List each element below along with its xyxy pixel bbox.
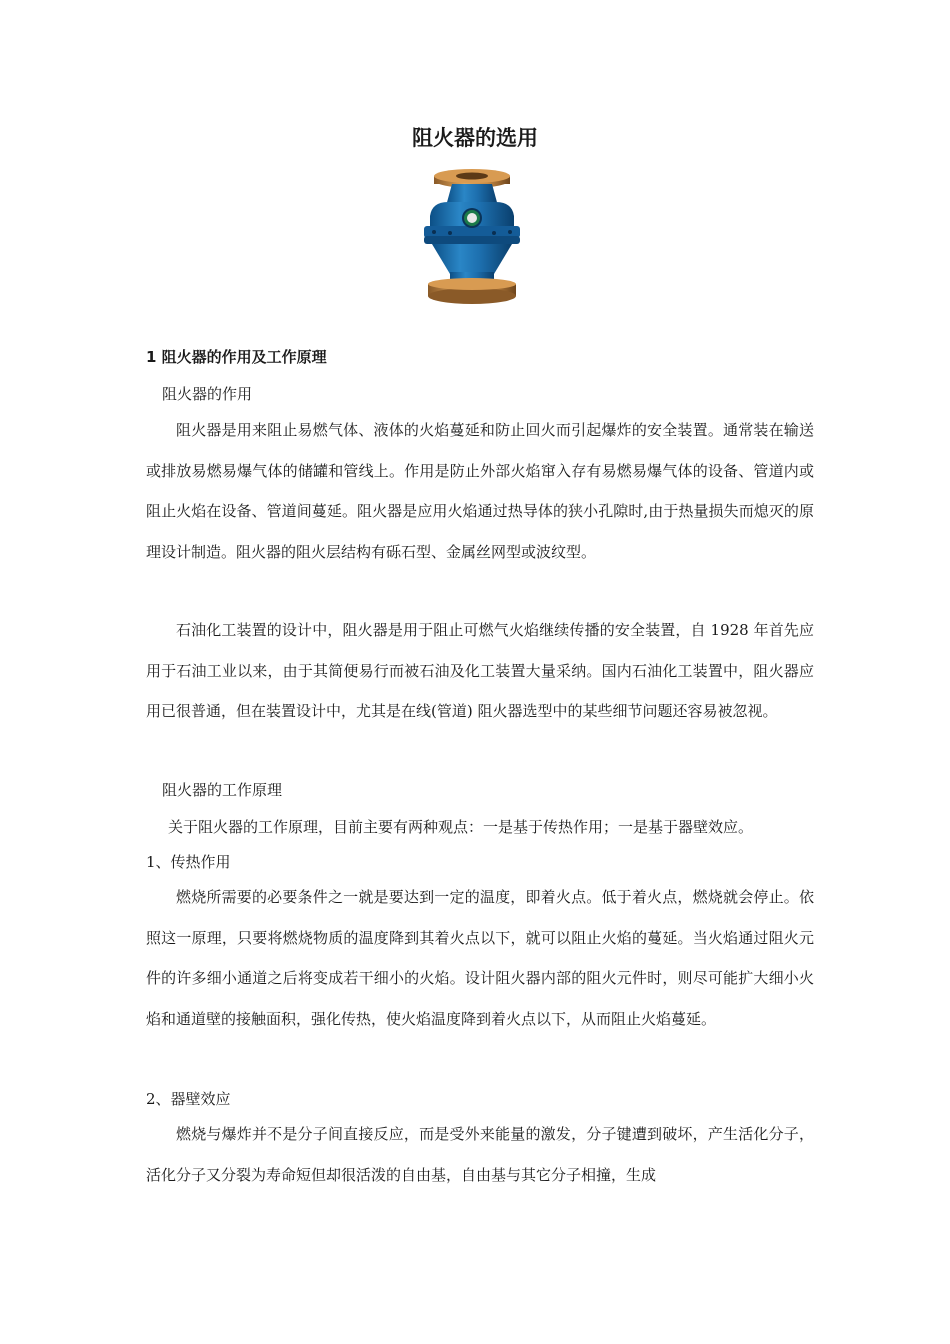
paragraph-heat-transfer: 燃烧所需要的必要条件之一就是要达到一定的温度，即着火点。低于着火点，燃烧就会停止。依照这一原理，只要将燃烧物质的温度降到其着火点以下，就可以阻止火焰的蔓延。当火焰通过阻火元件的许多细小通道之后将变成若干细小的火焰。设计阻火器内部的阻火元件时，则尽可能扩大细小火焰和通道壁的接触面积，强化传热，使火焰温度降到着火点以下，从而阻止火焰蔓延。 xyxy=(146,888,814,1028)
item-heading-wall-effect: 2、器壁效应 xyxy=(146,1090,231,1108)
paragraph-function: 阻火器是用来阻止易燃气体、液体的火焰蔓延和防止回火而引起爆炸的安全装置。通常装在输送或排放易燃易爆气体的储罐和管线上。作用是防止外部火焰窜入存有易燃易爆气体的设备、管道内或阻止火焰在设备、管道间蔓延。阻火器是应用火焰通过热导体的狭小孔隙时,由于热量损失而熄灭的原理设计制造。阻火器的阻火层结构有砾石型、金属丝网型或波纹型。 xyxy=(146,421,814,561)
item-heading-heat-transfer: 1、传热作用 xyxy=(146,853,231,871)
flame-arrester-valve-photo-icon xyxy=(408,166,536,308)
subheading-function: 阻火器的作用 xyxy=(162,385,253,403)
subheading-principle: 阻火器的工作原理 xyxy=(162,781,283,799)
paragraph-wall-effect: 燃烧与爆炸并不是分子间直接反应，而是受外来能量的激发，分子键遭到破坏，产生活化分子，活化分子又分裂为寿命短但却很活泼的自由基，自由基与其它分子相撞，生成 xyxy=(146,1125,814,1184)
section-heading: 1 阻火器的作用及工作原理 xyxy=(146,348,327,366)
flame-arrester-image xyxy=(408,166,536,308)
paragraph-petrochemical: 石油化工装置的设计中，阻火器是用于阻止可燃气火焰继续传播的安全装置，自 1928 年首先应用于石油工业以来，由于其简便易行而被石油及化工装置大量采纳。国内石油化工装置中，阻火器应用已很普通，但在装置设计中，尤其是在线(管道) 阻火器选型中的某些细节问题还容易被忽视。 xyxy=(146,621,814,721)
principle-intro: 关于阻火器的工作原理，目前主要有两种观点：一是基于传热作用；一是基于器壁效应。 xyxy=(168,818,754,836)
page-title: 阻火器的选用 xyxy=(412,126,538,150)
